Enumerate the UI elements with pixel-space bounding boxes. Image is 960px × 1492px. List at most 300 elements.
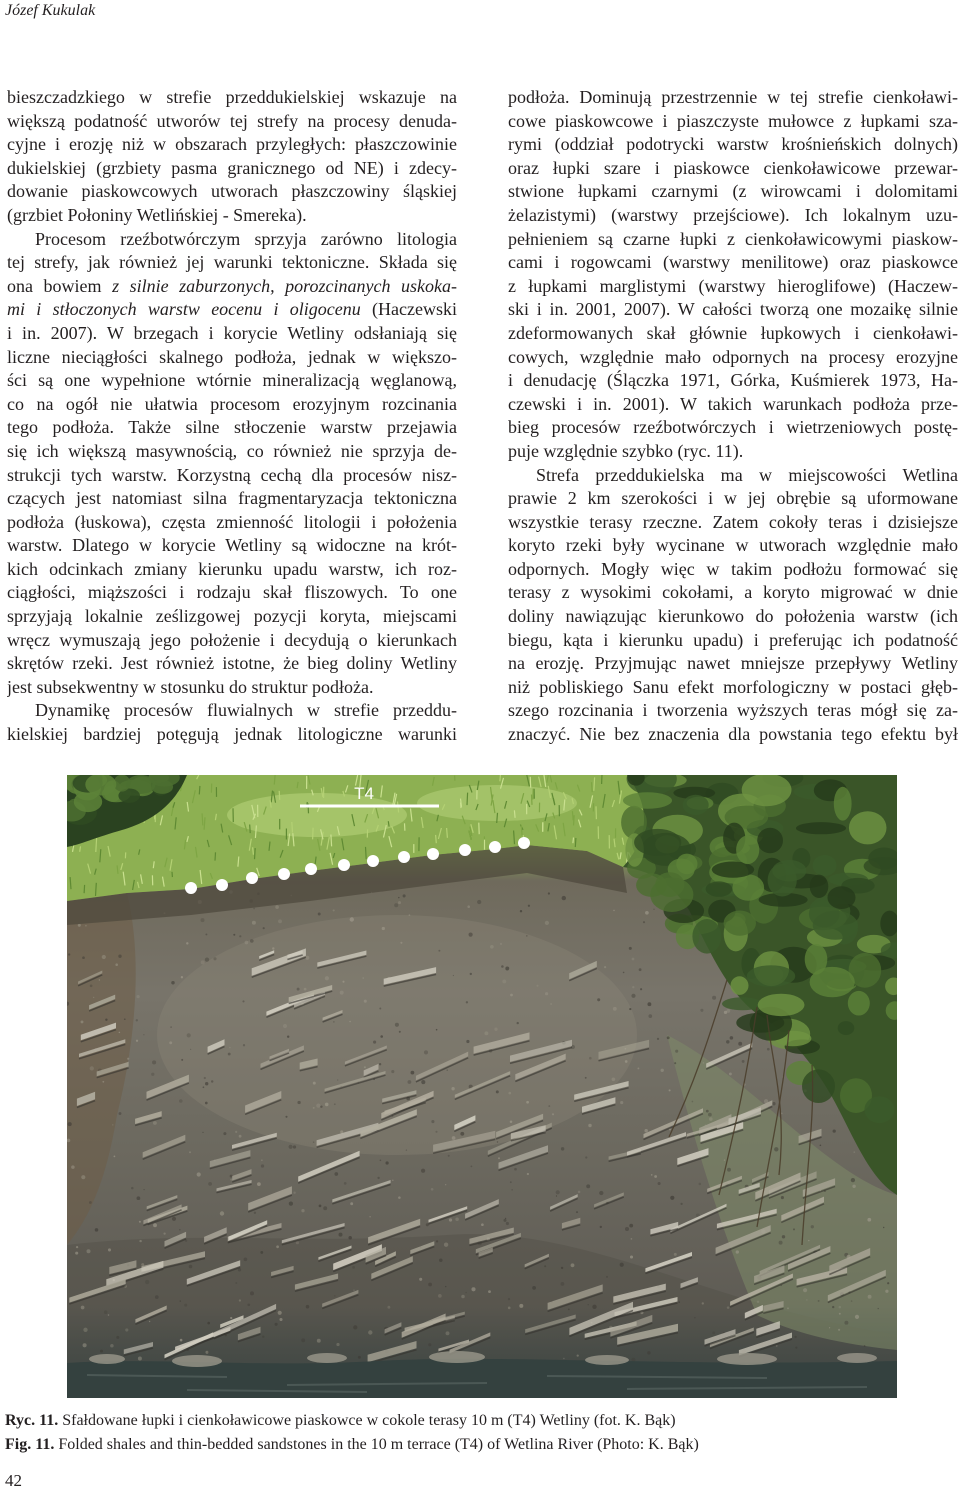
rock-speck [466, 1001, 468, 1003]
rock-speck [501, 965, 504, 968]
rock-speck [395, 1023, 399, 1027]
text-line: skrętów rzeki. Jest również istotne, że bieg doliny Wetliny [7, 653, 457, 674]
rock-speck [244, 1257, 248, 1261]
grass-blade [575, 838, 576, 847]
text-line: doliny nawiązując kierunkowo do położenia warstw (ich [508, 606, 958, 627]
grass-blade [84, 885, 85, 893]
rock-speck [613, 910, 615, 912]
rock-speck [334, 1103, 336, 1105]
rock-slab [298, 1151, 359, 1182]
rock-speck [421, 1080, 425, 1084]
rock-speck [230, 1317, 232, 1319]
rock-speck [337, 1079, 338, 1080]
text-line: dukielskiej (grzbiety pasma granicznego od NE) i zdecy- [7, 157, 457, 178]
rock-speck [599, 1191, 603, 1195]
rock-speck [391, 1070, 394, 1073]
rock-slab-shadow [627, 1138, 686, 1158]
text-line: tego podłoża. Także silne stłoczenie warstw przejawia [7, 417, 457, 438]
rock-speck [278, 1311, 282, 1315]
foliage-blob [838, 1021, 855, 1035]
rock-speck [139, 1240, 141, 1242]
text-line: czewski i in. 2001). W takich warunkach podłoża prze- [508, 393, 958, 414]
rock-speck [119, 1032, 121, 1034]
grass-blade [80, 846, 81, 852]
rock-speck [81, 1306, 85, 1310]
rock-speck [461, 1295, 465, 1299]
rock-speck [606, 1276, 608, 1278]
rock-speck [709, 1117, 713, 1121]
rock-speck [597, 998, 600, 1001]
foliage-blob [813, 855, 837, 876]
rock-speck [187, 1033, 191, 1037]
rock-speck [82, 956, 85, 959]
rock-speck [379, 1008, 381, 1010]
rock-speck [317, 1339, 321, 1343]
rock-speck [838, 1329, 840, 1331]
text-line: terasy z wysokimi cokołami, a koryto migrować w dnie [508, 582, 958, 603]
rock-speck [675, 1050, 678, 1053]
rock-speck [853, 1151, 855, 1153]
rock-speck [293, 1145, 296, 1148]
rock-speck [576, 1211, 578, 1213]
rock-speck [727, 1168, 731, 1172]
rock-speck [640, 988, 642, 990]
rock-speck [868, 1295, 872, 1299]
paragraph [7, 699, 457, 746]
rock-speck [520, 910, 522, 912]
rock-speck [631, 1238, 633, 1240]
rock-speck [632, 958, 635, 961]
rock-slab-shadow [298, 1158, 359, 1184]
rock-slab [627, 1132, 686, 1156]
rock-speck [83, 1328, 87, 1332]
rock-speck [272, 947, 274, 949]
grass-blade [292, 822, 293, 833]
rock-speck [832, 1306, 834, 1308]
text-line: ści są one wypełnione wtórnie mineralizacją węglanową, [7, 370, 457, 391]
rock-speck [261, 1159, 262, 1160]
rock-speck [105, 1018, 107, 1020]
rock-slab [147, 1195, 178, 1209]
rock-speck [320, 1105, 322, 1107]
grass-blade [574, 815, 575, 825]
rock-speck [325, 976, 329, 980]
rock-speck [794, 1336, 796, 1338]
rock-speck [851, 1300, 853, 1302]
rock-speck [447, 1069, 448, 1070]
text-line: cowych, względnie mało odpornych na procesy erozyjne [508, 346, 958, 367]
rock-speck [220, 1211, 224, 1215]
rock-speck [205, 957, 209, 961]
rock-speck [85, 925, 87, 927]
rock-speck [201, 960, 205, 964]
rock-speck [349, 1021, 351, 1023]
rock-speck [81, 1020, 84, 1023]
rock-speck [285, 1116, 287, 1118]
grass-blade [388, 821, 389, 826]
rock-speck [189, 1265, 193, 1269]
text-line: zdeformowanych skał głównie łupkowych i cienkoławi- [508, 322, 958, 343]
rock-speck [517, 1022, 519, 1024]
right-text-column [508, 86, 958, 747]
rock-speck [336, 1343, 339, 1346]
rock-speck [136, 1040, 138, 1042]
rock-speck [387, 1306, 390, 1309]
text-line: jest subsekwentny w stosunku do struktur podłoża. [7, 676, 374, 697]
rock-speck [694, 1317, 695, 1318]
rock-speck [508, 1092, 511, 1095]
rock-speck [100, 1350, 103, 1353]
rock-speck [108, 1314, 110, 1316]
rock-speck [138, 1357, 142, 1361]
rock-speck [460, 1132, 464, 1136]
text-line: i denudację (Ślączka 1971, Górka, Kuśmierek 1973, Ha- [508, 370, 958, 391]
grass-blade [313, 828, 314, 840]
rock-speck [864, 1345, 866, 1347]
rock-slab [332, 1180, 390, 1202]
grass-blade [447, 828, 448, 838]
rock-speck [829, 1327, 830, 1328]
rock-speck [561, 1282, 565, 1286]
rock-speck [184, 1304, 187, 1307]
text-line: kich odcinkach zmiany kierunku upadu warstw, ich roz- [7, 558, 457, 579]
rock-speck [301, 1338, 305, 1342]
rock-speck [297, 988, 300, 991]
text-line: koryto rzeki były wycinane w utworach względnie mało [508, 535, 958, 556]
text-line: szego rozcinania i tworzenia wyższych teras mógł się za- [508, 700, 958, 721]
rock-speck [89, 1201, 92, 1204]
rock-speck [180, 1339, 183, 1342]
rock-speck [208, 1182, 212, 1186]
rock-speck [631, 994, 635, 998]
foliage-blob [848, 991, 870, 1016]
rock-slab [429, 1206, 468, 1222]
rock-speck [548, 1105, 550, 1107]
rock-speck [852, 1185, 855, 1188]
rock-speck [647, 1351, 650, 1354]
italic-text-segment: mi i stłoczonych warstw eocenu i oligocenu [7, 299, 361, 320]
rock-speck [116, 1336, 119, 1339]
rock-speck [197, 1172, 201, 1176]
rock-speck [692, 1101, 694, 1103]
figure-photo [67, 775, 897, 1398]
rock-speck [71, 1165, 75, 1169]
rock-speck [660, 1069, 663, 1072]
text-line: strukcji tych warstw. Korzystną cechą dla procesów nisz- [7, 464, 457, 485]
text-line: z łupkami marglistymi (warstwy hieroglifowe) (Haczew- [508, 275, 958, 296]
rock-speck [467, 905, 470, 908]
rock-speck [438, 950, 440, 952]
foliage-blob [828, 886, 856, 909]
t4-label: T4 [354, 784, 374, 803]
grass-blade [255, 848, 256, 859]
rock-speck [99, 979, 100, 980]
paragraph [508, 464, 958, 747]
rock-speck [699, 1183, 702, 1186]
rock-speck [145, 1280, 149, 1284]
rock-speck [398, 897, 399, 898]
text-line: podłoża. Dominują przestrzennie w tej strefie cienkoławi- [508, 87, 958, 107]
rock-speck [730, 1036, 734, 1040]
foliage-blob [747, 965, 795, 987]
rock-speck [653, 909, 654, 910]
text-line: rymi (oddział podotrycki warstw krośnieńskich dolnych) [508, 134, 958, 155]
rock-speck [550, 1003, 552, 1005]
rock-speck [604, 966, 606, 968]
grass-blade [366, 847, 367, 859]
rock-speck [536, 985, 538, 987]
foliage-blob [733, 874, 765, 900]
rock-speck [586, 1184, 590, 1188]
foliage-blob [706, 881, 733, 896]
rock-speck [436, 1029, 438, 1031]
rock-speck [102, 1081, 104, 1083]
left-text-column [7, 86, 457, 747]
rock-speck [497, 1141, 498, 1142]
rock-speck [629, 1008, 631, 1010]
rock-speck [350, 1202, 353, 1205]
rock-slab [550, 1194, 578, 1210]
text-line: ciągłości, miąższości i rodzaju skał fliszowych. To one [7, 582, 457, 603]
foliage-blob [757, 828, 783, 853]
rock-speck [658, 1182, 661, 1185]
terrace-edge-dot [216, 879, 228, 891]
rock-speck [394, 903, 398, 907]
foliage-blob [636, 873, 667, 897]
rock-speck [385, 1161, 388, 1164]
rock-speck [153, 1121, 157, 1125]
rock-speck [205, 1102, 208, 1105]
rock-speck [803, 1288, 807, 1292]
rock-speck [678, 1301, 680, 1303]
rock-speck [364, 1066, 366, 1068]
rock-speck [403, 894, 406, 897]
caption-label: Fig. 11. [5, 1435, 55, 1453]
rock-speck [729, 1072, 732, 1075]
rock-speck [647, 1002, 651, 1006]
rock-speck [275, 1323, 278, 1326]
rock-speck [878, 1308, 879, 1309]
text-line: Strefa przeddukielska ma w miejscowości Wetlina [536, 464, 958, 485]
rock-speck [503, 1219, 506, 1222]
rock-speck [431, 1188, 434, 1191]
rock-speck [419, 1278, 422, 1281]
rock-speck [181, 1059, 183, 1061]
rock-speck [333, 909, 335, 911]
rock-speck [623, 972, 625, 974]
rock-speck [453, 975, 454, 976]
rock-speck [223, 1132, 226, 1135]
rock-speck [736, 1250, 739, 1253]
rock-speck [421, 1169, 425, 1173]
foliage-blob [634, 829, 681, 856]
rock-speck [115, 963, 118, 966]
rock-speck [283, 1024, 287, 1028]
rock-speck [726, 1040, 729, 1043]
shore-stone [307, 1353, 347, 1363]
rock-speck [438, 1294, 442, 1298]
terrace-edge-dot [398, 851, 410, 863]
rock-speck [348, 1236, 352, 1240]
rock-speck [445, 1184, 446, 1185]
text-line: znaczyć. Nie bez znaczenia dla powstania tego efektu był [508, 724, 958, 745]
rock-speck [508, 1307, 511, 1310]
rock-speck [782, 1235, 785, 1238]
terrace-edge-dot [185, 882, 197, 894]
rock-speck [505, 967, 509, 971]
rock-speck [887, 1282, 889, 1284]
text-line: żelazistymi) (warstwy przejściowe). Ich lokalnym uzu- [508, 204, 958, 225]
rock-speck [125, 1328, 128, 1331]
rock-slab-shadow [429, 1211, 468, 1225]
grass-blade [96, 883, 97, 896]
rock-speck [243, 1044, 245, 1046]
grass-blade [250, 825, 251, 834]
rock-speck [488, 1290, 491, 1293]
rock-speck [885, 1290, 888, 1293]
rock-speck [444, 1243, 448, 1247]
figure-caption [5, 1409, 699, 1456]
foliage-blob [810, 875, 829, 898]
rock-speck [276, 1245, 279, 1248]
rock-speck [510, 1181, 512, 1183]
rock-speck [670, 1196, 674, 1200]
rock-speck [229, 1047, 231, 1049]
rock-speck [512, 1189, 513, 1190]
rock-speck [380, 1035, 383, 1038]
foliage-blob [683, 795, 709, 815]
text-line: cowe piaskowcowe i piaszczyste mułowce z łupkami sza- [508, 110, 958, 131]
rock-speck [409, 914, 411, 916]
rock-speck [708, 1113, 712, 1117]
rock-speck [781, 1196, 784, 1199]
rock-speck [179, 1229, 181, 1231]
rock-speck [143, 1034, 144, 1035]
rock-speck [465, 1292, 466, 1293]
rock-speck [301, 1209, 304, 1212]
rock-speck [577, 1354, 579, 1356]
rock-speck [498, 1157, 500, 1159]
rock-speck [585, 1156, 587, 1158]
terrace-edge-dot [278, 868, 290, 880]
rock-speck [772, 1102, 775, 1105]
rock-speck [779, 1241, 783, 1245]
rock-speck [304, 988, 307, 991]
grass-blade [521, 825, 522, 836]
caption-text: Sfałdowane łupki i cienkoławicowe piaskowce w cokole terasy 10 m (T4) Wetliny (fot. K. Bąk) [62, 1412, 676, 1429]
rock-speck [76, 1246, 78, 1248]
paragraph [508, 86, 958, 464]
text-line: cami i rogowcami (warstwy menilitowe) oraz piaskowce [508, 252, 958, 273]
rock-speck [469, 933, 473, 937]
rock-speck [451, 1087, 454, 1090]
rock-speck [424, 1050, 428, 1054]
terrace-edge-dot [489, 841, 501, 853]
rock-speck [639, 968, 642, 971]
rock-speck [526, 1101, 529, 1104]
rock-speck [471, 1287, 475, 1291]
rock-speck [170, 1026, 172, 1028]
rock-speck [278, 919, 282, 923]
grass-blade [436, 835, 437, 843]
rock-speck [787, 1307, 789, 1309]
rock-speck [644, 1129, 647, 1132]
rock-speck [339, 1233, 343, 1237]
rock-speck [406, 1149, 407, 1150]
rock-speck [774, 1147, 778, 1151]
rock-speck [702, 1302, 704, 1304]
foliage-blob [834, 787, 852, 821]
rock-speck [323, 1206, 327, 1210]
rock-speck [380, 1159, 382, 1161]
rock-slab-shadow [645, 1257, 692, 1273]
rock-speck [620, 1263, 624, 1267]
grass-blade [274, 775, 275, 785]
rock-speck [724, 1159, 725, 1160]
caption-text: Folded shales and thin-bedded sandstones in the 10 m terrace (T4) of Wetlina River (Photo: K. Bąk) [58, 1435, 699, 1453]
rock-speck [333, 1021, 334, 1022]
rock-speck [261, 1164, 264, 1167]
rock-speck [262, 1336, 264, 1338]
rock-speck [353, 1325, 357, 1329]
rock-slab [232, 1133, 277, 1149]
paragraph [7, 86, 457, 228]
rock-speck [204, 1077, 206, 1079]
rock-speck [637, 1067, 639, 1069]
rock-speck [334, 1172, 338, 1176]
rock-speck [703, 1062, 705, 1064]
rock-speck [455, 1217, 459, 1221]
rock-speck [588, 1304, 589, 1305]
foliage-blob [692, 919, 721, 954]
text-line: się ich większą masywnością, co również nie sprzyja de- [7, 440, 457, 461]
foliage-blob [724, 911, 756, 936]
rock-slab [143, 1135, 186, 1158]
rock-speck [851, 1178, 855, 1182]
foliage-blob [802, 1069, 835, 1103]
rock-speck [833, 1129, 836, 1132]
rock-speck [600, 1226, 602, 1228]
shore-stone [837, 1353, 877, 1363]
rock-speck [235, 1282, 237, 1284]
rock-slab-shadow [550, 1199, 578, 1212]
rock-slab-shadow [332, 1185, 390, 1204]
shore-stone [585, 1355, 629, 1365]
rock-slab-shadow [143, 1210, 181, 1226]
rock-speck [502, 979, 506, 983]
rock-speck [500, 943, 502, 945]
rock-speck [643, 921, 645, 923]
rock-speck [377, 1177, 379, 1179]
rock-speck [552, 1113, 554, 1115]
rock-speck [124, 1018, 126, 1020]
rock-speck [81, 1175, 85, 1179]
rock-speck [373, 1041, 376, 1044]
rock-speck [344, 1182, 347, 1185]
rock-speck [613, 1007, 617, 1011]
rock-speck [358, 1356, 361, 1359]
grass-blade [573, 838, 574, 844]
rock-speck [68, 1122, 72, 1126]
rock-speck [620, 1101, 623, 1104]
shore-stone [717, 1353, 777, 1365]
rock-speck [352, 1266, 355, 1269]
rock-speck [470, 1165, 472, 1167]
rock-speck [155, 1295, 159, 1299]
rock-speck [556, 1195, 557, 1196]
rock-speck [93, 997, 94, 998]
rock-speck [205, 1082, 208, 1085]
